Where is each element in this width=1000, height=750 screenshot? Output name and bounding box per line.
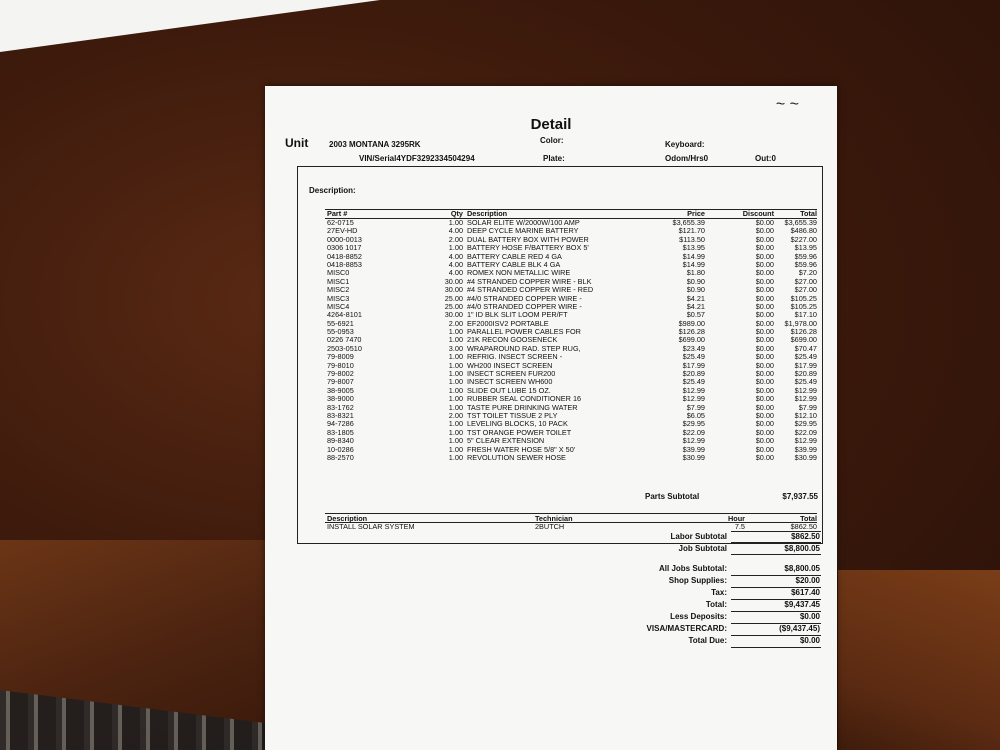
price: $7.99 [686, 402, 705, 412]
item-description: RUBBER SEAL CONDITIONER 16 [467, 394, 582, 404]
qty: 1.00 [448, 427, 463, 437]
item-description: REVOLUTION SEWER HOSE [467, 452, 566, 462]
price: $1.80 [686, 268, 705, 278]
paper-corner-top-left [0, 0, 380, 52]
part-number: 55-0953 [327, 327, 354, 337]
line-total: $17.99 [794, 360, 817, 370]
item-description: #4 STRANDED COPPER WIRE - RED [467, 285, 594, 295]
item-description: #4/0 STRANDED COPPER WIRE - [467, 293, 582, 303]
labor-header-technician: Technician [535, 514, 573, 523]
price: $113.50 [679, 234, 705, 244]
price: $989.00 [678, 318, 705, 328]
line-total: $7.20 [798, 268, 817, 278]
discount: $0.00 [755, 402, 774, 412]
summary-value: $8,800.05 [784, 564, 820, 573]
part-number: 27EV-HD [327, 226, 358, 236]
header-price: Price [687, 209, 705, 218]
price: $12.99 [682, 385, 705, 395]
price: $4.21 [686, 301, 705, 311]
qty: 4.00 [448, 251, 463, 261]
price: $12.99 [682, 436, 705, 446]
price: $25.49 [682, 352, 705, 362]
price: $6.05 [686, 410, 705, 420]
plate-label: Plate: [543, 154, 565, 163]
line-total: $25.49 [794, 352, 817, 362]
part-number: 38-9005 [327, 385, 354, 395]
parts-subtotal-label: Parts Subtotal [645, 492, 700, 501]
qty: 1.00 [448, 243, 463, 253]
keyboard-label: Keyboard: [665, 140, 705, 149]
discount: $0.00 [755, 218, 774, 227]
summary-value: $0.00 [799, 636, 820, 645]
item-description: EF2000ISV2 PORTABLE [467, 318, 549, 328]
discount: $0.00 [755, 327, 774, 337]
line-total: $105.25 [790, 301, 817, 311]
item-description: WH200 INSECT SCREEN [467, 360, 553, 370]
discount: $0.00 [755, 285, 774, 295]
discount: $0.00 [755, 436, 774, 446]
wood-grain-lower-right [838, 570, 1000, 750]
discount: $0.00 [755, 452, 774, 462]
item-description: WRAPAROUND RAD. STEP RUG, [467, 343, 581, 353]
parts-table [325, 209, 817, 462]
table-row [325, 253, 817, 261]
table-row [325, 420, 817, 428]
table-row [325, 454, 817, 462]
qty: 1.00 [448, 436, 463, 446]
labor-header-hour: Hour [727, 514, 745, 523]
summary-label: Shop Supplies: [668, 576, 727, 585]
item-description: BATTERY CABLE BLK 4 GA [467, 259, 561, 269]
labor-header-total: Total [800, 514, 817, 523]
part-number: 0226 7470 [327, 335, 362, 345]
job-subtotal-rule-bottom [731, 554, 821, 555]
part-number: MISC1 [327, 276, 350, 286]
part-number: MISC2 [327, 285, 350, 295]
summary-label: Total: [705, 600, 727, 609]
line-total: $699.00 [790, 335, 817, 345]
table-row [325, 353, 817, 361]
part-number: 38-9000 [327, 394, 354, 404]
labor-total: $862.50 [790, 522, 817, 531]
unit-label: Unit [285, 136, 309, 150]
qty: 3.00 [448, 343, 463, 353]
line-total: $12.99 [794, 436, 817, 446]
table-row [325, 404, 817, 412]
line-total: $12.10 [794, 410, 817, 420]
part-number: 79-8002 [327, 369, 354, 379]
item-description: DUAL BATTERY BOX WITH POWER [467, 234, 589, 244]
qty: 4.00 [448, 268, 463, 278]
part-number: 2503-0510 [327, 343, 362, 353]
header-qty: Qty [450, 209, 463, 218]
price: $121.70 [678, 226, 705, 236]
line-total: $39.99 [794, 444, 817, 454]
part-number: 79-8009 [327, 352, 354, 362]
qty: 1.00 [448, 402, 463, 412]
part-number: 10-0286 [327, 444, 354, 454]
table-row [325, 311, 817, 319]
summary-rule [731, 647, 821, 648]
item-description: DEEP CYCLE MARINE BATTERY [467, 226, 579, 236]
qty: 30.00 [444, 285, 463, 295]
qty: 1.00 [448, 335, 463, 345]
price: $30.99 [682, 452, 705, 462]
price: $17.99 [682, 360, 705, 370]
part-number: 4264-8101 [327, 310, 362, 320]
line-total: $30.99 [794, 452, 817, 462]
job-subtotal-value: $8,800.05 [784, 544, 820, 553]
line-total: $12.99 [794, 385, 817, 395]
part-number: MISC4 [327, 301, 350, 311]
table-row [325, 370, 817, 378]
item-description: TST TOILET TISSUE 2 PLY [467, 410, 558, 420]
labor-header-description: Description [327, 514, 368, 523]
part-number: MISC0 [327, 268, 350, 278]
qty: 2.00 [448, 410, 463, 420]
qty: 1.00 [448, 377, 463, 387]
qty: 1.00 [448, 360, 463, 370]
header-total: Total [800, 209, 817, 218]
line-total: $27.00 [794, 276, 817, 286]
price: $23.49 [682, 343, 705, 353]
line-total: $27.00 [794, 285, 817, 295]
item-description: #4 STRANDED COPPER WIRE - BLK [467, 276, 592, 286]
qty: 25.00 [444, 301, 463, 311]
summary-value: $0.00 [799, 612, 820, 621]
parts-subtotal-value: $7,937.55 [782, 492, 818, 501]
part-number: 0000-0013 [327, 234, 362, 244]
line-total: $59.96 [794, 251, 817, 261]
header-discount: Discount [742, 209, 774, 218]
discount: $0.00 [755, 234, 774, 244]
item-description: ROMEX NON METALLIC WIRE [467, 268, 571, 278]
header-description: Description [467, 209, 508, 218]
price: $13.95 [682, 243, 705, 253]
qty: 1.00 [448, 419, 463, 429]
handwritten-scribble: ~ ~ [775, 96, 799, 113]
summary-value: $617.40 [791, 588, 820, 597]
price: $699.00 [678, 335, 705, 345]
summary-label: Tax: [711, 588, 727, 597]
vin-label: VIN/Serial4YDF3292334504294 [359, 154, 475, 163]
qty: 1.00 [448, 327, 463, 337]
discount: $0.00 [755, 394, 774, 404]
item-description: 5" CLEAR EXTENSION [467, 436, 545, 446]
discount: $0.00 [755, 369, 774, 379]
summary-label: Total Due: [688, 636, 727, 645]
odom-label: Odom/Hrs0 [665, 154, 709, 163]
qty: 1.00 [448, 369, 463, 379]
discount: $0.00 [755, 318, 774, 328]
discount: $0.00 [755, 343, 774, 353]
price: $0.57 [686, 310, 705, 320]
price: $14.99 [682, 259, 705, 269]
qty: 4.00 [448, 259, 463, 269]
qty: 2.00 [448, 318, 463, 328]
item-description: SOLAR ELITE W/2000W/100 AMP [467, 218, 580, 227]
summary-label: VISA/MASTERCARD: [646, 624, 727, 633]
item-description: LEVELING BLOCKS, 10 PACK [467, 419, 568, 429]
part-number: 83-1805 [327, 427, 354, 437]
discount: $0.00 [755, 226, 774, 236]
qty: 1.00 [448, 394, 463, 404]
table-row [325, 345, 817, 353]
item-description: INSECT SCREEN FUR200 [467, 369, 556, 379]
price: $39.99 [682, 444, 705, 454]
item-description: #4/0 STRANDED COPPER WIRE - [467, 301, 582, 311]
summary-value: ($9,437.45) [779, 624, 820, 633]
discount: $0.00 [755, 243, 774, 253]
price: $22.09 [682, 427, 705, 437]
item-description: BATTERY HOSE F/BATTERY BOX 5' [467, 243, 589, 253]
line-total: $70.47 [794, 343, 817, 353]
item-description: 1" ID BLK SLIT LOOM PER/FT [467, 310, 568, 320]
table-row [325, 261, 817, 269]
qty: 30.00 [444, 276, 463, 286]
labor-subtotal-value: $862.50 [791, 532, 820, 541]
summary-label: Less Deposits: [670, 612, 727, 621]
discount: $0.00 [755, 410, 774, 420]
header-part: Part # [327, 209, 348, 218]
price: $126.28 [678, 327, 705, 337]
part-number: 62-0715 [327, 218, 354, 227]
price: $3,655.39 [672, 218, 705, 227]
qty: 1.00 [448, 452, 463, 462]
summary-value: $9,437.45 [784, 600, 820, 609]
line-total: $20.89 [794, 369, 817, 379]
table-row [325, 429, 817, 437]
discount: $0.00 [755, 293, 774, 303]
part-number: 79-8007 [327, 377, 354, 387]
out-label: Out:0 [755, 154, 776, 163]
discount: $0.00 [755, 310, 774, 320]
part-number: 0418-8852 [327, 251, 362, 261]
unit-value: 2003 MONTANA 3295RK [329, 140, 421, 149]
part-number: 83-1762 [327, 402, 354, 412]
qty: 1.00 [448, 444, 463, 454]
table-row [325, 412, 817, 420]
line-total: $22.09 [794, 427, 817, 437]
item-description: REFRIG. INSECT SCREEN - [467, 352, 563, 362]
item-description: INSECT SCREEN WH600 [467, 377, 553, 387]
description-label: Description: [309, 186, 356, 195]
part-number: 89-8340 [327, 436, 354, 446]
discount: $0.00 [755, 301, 774, 311]
part-number: 0306 1017 [327, 243, 362, 253]
discount: $0.00 [755, 360, 774, 370]
item-description: SLIDE OUT LUBE 15 OZ. [467, 385, 551, 395]
line-total: $12.99 [794, 394, 817, 404]
table-row [325, 244, 817, 252]
qty: 4.00 [448, 226, 463, 236]
table-row [325, 328, 817, 336]
price: $14.99 [682, 251, 705, 261]
discount: $0.00 [755, 427, 774, 437]
part-number: 94-7286 [327, 419, 354, 429]
qty: 30.00 [444, 310, 463, 320]
line-total: $13.95 [794, 243, 817, 253]
summary-label: All Jobs Subtotal: [659, 564, 727, 573]
price: $29.95 [682, 419, 705, 429]
discount: $0.00 [755, 268, 774, 278]
page-title: Detail [530, 116, 572, 133]
line-total: $486.80 [790, 226, 817, 236]
table-row [325, 303, 817, 311]
price: $0.90 [686, 276, 705, 286]
discount: $0.00 [755, 444, 774, 454]
discount: $0.00 [755, 276, 774, 286]
discount: $0.00 [755, 419, 774, 429]
price: $4.21 [686, 293, 705, 303]
part-number: 88-2570 [327, 452, 354, 462]
part-number: 55-6921 [327, 318, 354, 328]
price: $12.99 [682, 394, 705, 404]
line-total: $7.99 [798, 402, 817, 412]
item-description: TST ORANGE POWER TOILET [467, 427, 572, 437]
job-subtotal-rule-top [731, 542, 821, 543]
labor-technician: 2BUTCH [535, 522, 565, 531]
qty: 2.00 [448, 234, 463, 244]
part-number: MISC3 [327, 293, 350, 303]
table-row [325, 378, 817, 386]
table-row [325, 446, 817, 454]
line-total: $105.25 [790, 293, 817, 303]
summary-value: $20.00 [795, 576, 820, 585]
qty: 25.00 [444, 293, 463, 303]
discount: $0.00 [755, 377, 774, 387]
part-number: 83-8321 [327, 410, 354, 420]
color-label: Color: [540, 136, 564, 145]
line-total: $1,978.00 [784, 318, 817, 328]
discount: $0.00 [755, 259, 774, 269]
item-description: TASTE PURE DRINKING WATER [467, 402, 578, 412]
qty: 1.00 [448, 385, 463, 395]
line-total: $126.28 [790, 327, 817, 337]
part-number: 0418-8853 [327, 259, 362, 269]
qty: 1.00 [448, 218, 463, 227]
line-total: $17.10 [794, 310, 817, 320]
line-total: $25.49 [794, 377, 817, 387]
qty: 1.00 [448, 352, 463, 362]
item-description: FRESH WATER HOSE 5/8" X 50' [467, 444, 576, 454]
part-number: 79-8010 [327, 360, 354, 370]
labor-hour: 7.5 [734, 522, 745, 531]
table-row [325, 362, 817, 370]
labor-description: INSTALL SOLAR SYSTEM [327, 522, 415, 531]
price: $20.89 [682, 369, 705, 379]
price: $25.49 [682, 377, 705, 387]
line-total: $227.00 [790, 234, 817, 244]
price: $0.90 [686, 285, 705, 295]
discount: $0.00 [755, 251, 774, 261]
line-total: $3,655.39 [784, 218, 817, 227]
line-total: $59.96 [794, 259, 817, 269]
line-total: $29.95 [794, 419, 817, 429]
parts-rows [325, 219, 817, 462]
discount: $0.00 [755, 352, 774, 362]
item-description: BATTERY CABLE RED 4 GA [467, 251, 562, 261]
job-subtotal-label: Job Subtotal [678, 544, 727, 553]
invoice-sheet [265, 86, 837, 750]
discount: $0.00 [755, 335, 774, 345]
labor-subtotal-label: Labor Subtotal [670, 532, 727, 541]
discount: $0.00 [755, 385, 774, 395]
item-description: PARALLEL POWER CABLES FOR [467, 327, 581, 337]
item-description: 21K RECON GOOSENECK [467, 335, 558, 345]
